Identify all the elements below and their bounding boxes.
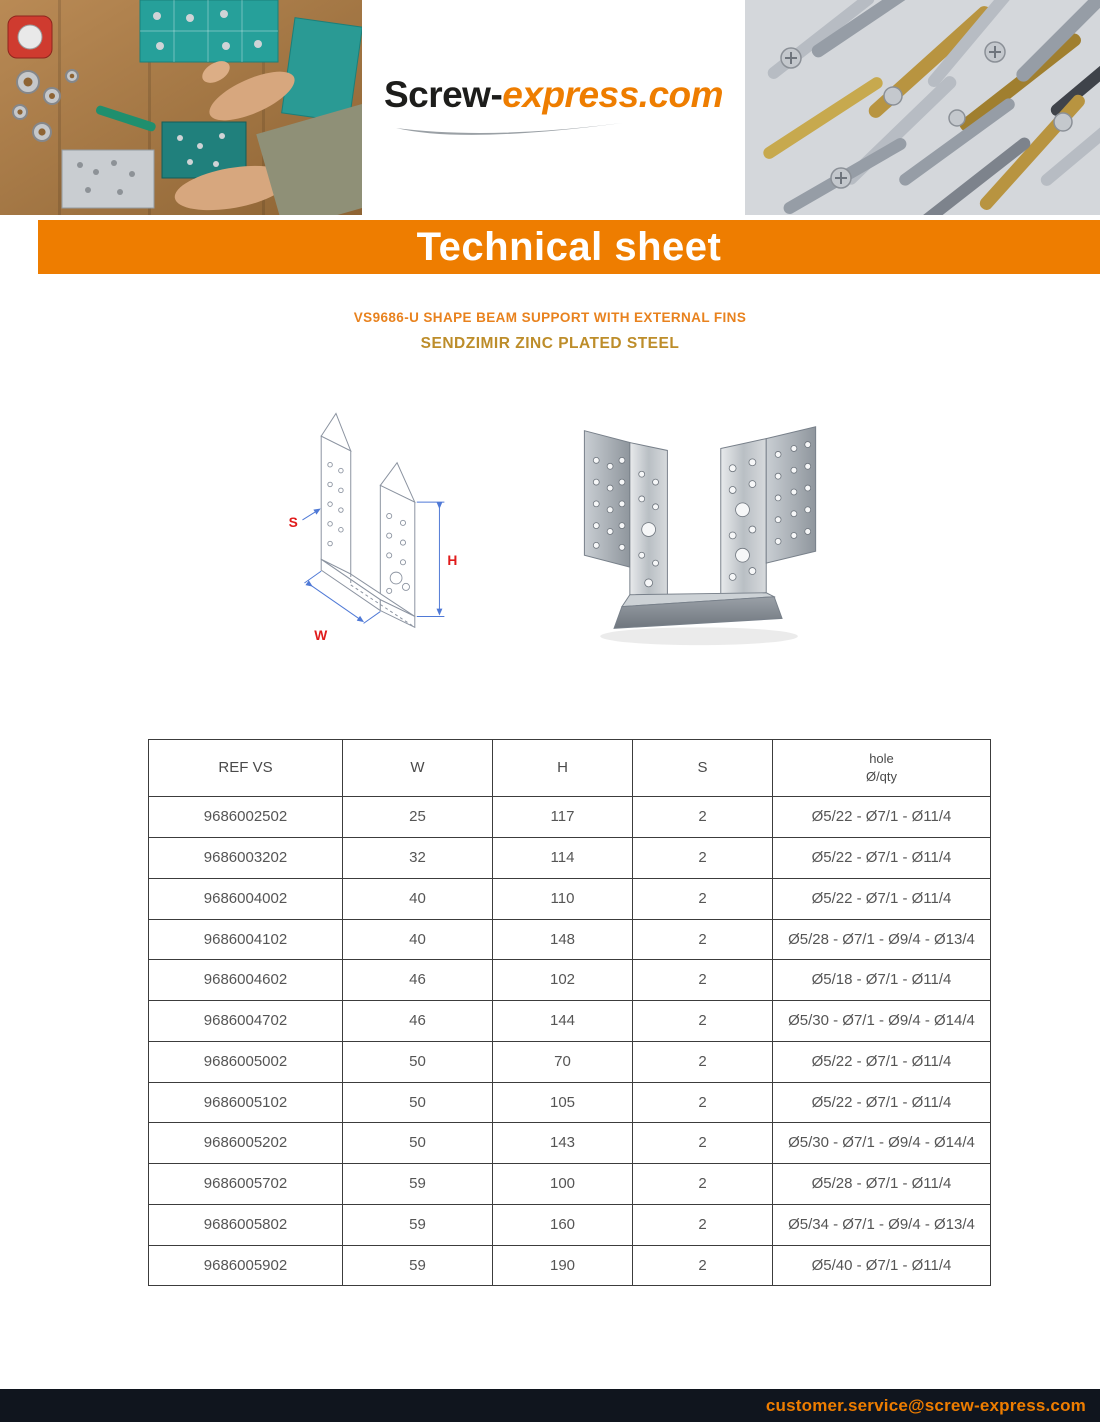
titles bbox=[0, 310, 1100, 353]
table-row bbox=[149, 1245, 991, 1286]
banner bbox=[38, 220, 1100, 274]
ref-cell: 9686005002 bbox=[149, 1041, 343, 1082]
w-cell: 59 bbox=[343, 1204, 493, 1245]
hole-cell: Ø5/28 - Ø7/1 - Ø11/4 bbox=[773, 1164, 991, 1205]
spec-table-section bbox=[148, 739, 991, 1286]
hole-cell: Ø5/40 - Ø7/1 - Ø11/4 bbox=[773, 1245, 991, 1286]
bracket-photo bbox=[569, 405, 834, 657]
h-cell: 110 bbox=[493, 878, 633, 919]
header-s: S bbox=[633, 740, 773, 797]
h-cell: 114 bbox=[493, 838, 633, 879]
w-cell: 50 bbox=[343, 1123, 493, 1164]
h-cell: 70 bbox=[493, 1041, 633, 1082]
logo-text-screw: Screw- bbox=[383, 73, 503, 115]
s-cell: 2 bbox=[633, 838, 773, 879]
table-row bbox=[149, 1082, 991, 1123]
w-cell: 50 bbox=[343, 1082, 493, 1123]
logo bbox=[362, 0, 745, 215]
h-cell: 160 bbox=[493, 1204, 633, 1245]
logo-text bbox=[384, 74, 723, 116]
h-cell: 102 bbox=[493, 960, 633, 1001]
table-row bbox=[149, 838, 991, 879]
w-cell: 40 bbox=[343, 919, 493, 960]
header-ref: REF VS bbox=[149, 740, 343, 797]
header-w: W bbox=[343, 740, 493, 797]
header-hole-line2: Ø/qty bbox=[865, 769, 898, 785]
s-cell: 2 bbox=[633, 878, 773, 919]
header-hole bbox=[773, 740, 991, 797]
spec-table-body bbox=[149, 797, 991, 1286]
screws-photo-image bbox=[745, 0, 1100, 215]
workbench-photo-image bbox=[0, 0, 362, 215]
s-cell: 2 bbox=[633, 960, 773, 1001]
ref-cell: 9686004702 bbox=[149, 1001, 343, 1042]
footer bbox=[0, 1389, 1100, 1422]
hole-cell: Ø5/22 - Ø7/1 - Ø11/4 bbox=[773, 878, 991, 919]
h-cell: 148 bbox=[493, 919, 633, 960]
w-cell: 59 bbox=[343, 1245, 493, 1286]
ref-cell: 9686004002 bbox=[149, 878, 343, 919]
table-row bbox=[149, 797, 991, 838]
h-cell: 143 bbox=[493, 1123, 633, 1164]
spec-table bbox=[148, 739, 991, 1286]
table-row bbox=[149, 1164, 991, 1205]
ref-cell: 9686005902 bbox=[149, 1245, 343, 1286]
s-cell: 2 bbox=[633, 1204, 773, 1245]
table-row bbox=[149, 1123, 991, 1164]
hole-cell: Ø5/22 - Ø7/1 - Ø11/4 bbox=[773, 838, 991, 879]
table-row bbox=[149, 1204, 991, 1245]
hole-cell: Ø5/30 - Ø7/1 - Ø9/4 - Ø14/4 bbox=[773, 1001, 991, 1042]
s-cell: 2 bbox=[633, 1164, 773, 1205]
hole-cell: Ø5/18 - Ø7/1 - Ø11/4 bbox=[773, 960, 991, 1001]
workbench-photo bbox=[0, 0, 362, 215]
ref-cell: 9686004102 bbox=[149, 919, 343, 960]
ref-cell: 9686002502 bbox=[149, 797, 343, 838]
hole-cell: Ø5/22 - Ø7/1 - Ø11/4 bbox=[773, 1082, 991, 1123]
h-cell: 144 bbox=[493, 1001, 633, 1042]
s-cell: 2 bbox=[633, 1123, 773, 1164]
figures bbox=[0, 401, 1100, 697]
header-h: H bbox=[493, 740, 633, 797]
screws-photo bbox=[745, 0, 1100, 215]
table-row bbox=[149, 919, 991, 960]
logo-swoosh bbox=[394, 118, 624, 142]
product-title: VS9686-U SHAPE BEAM SUPPORT WITH EXTERNAL FINS bbox=[353, 310, 747, 325]
hole-cell: Ø5/22 - Ø7/1 - Ø11/4 bbox=[773, 1041, 991, 1082]
table-row bbox=[149, 878, 991, 919]
dim-label-w: W bbox=[313, 628, 327, 644]
logo-text-express: express.com bbox=[502, 73, 724, 115]
ref-cell: 9686004602 bbox=[149, 960, 343, 1001]
s-cell: 2 bbox=[633, 1082, 773, 1123]
header-hole-line1: hole bbox=[869, 751, 894, 766]
ref-cell: 9686005802 bbox=[149, 1204, 343, 1245]
ref-cell: 9686005102 bbox=[149, 1082, 343, 1123]
s-cell: 2 bbox=[633, 1245, 773, 1286]
s-cell: 2 bbox=[633, 797, 773, 838]
banner-title: Technical sheet bbox=[416, 224, 722, 269]
table-row bbox=[149, 1041, 991, 1082]
w-cell: 25 bbox=[343, 797, 493, 838]
h-cell: 117 bbox=[493, 797, 633, 838]
product-subtitle: SENDZIMIR ZINC PLATED STEEL bbox=[420, 335, 680, 352]
w-cell: 46 bbox=[343, 1001, 493, 1042]
hole-cell: Ø5/34 - Ø7/1 - Ø9/4 - Ø13/4 bbox=[773, 1204, 991, 1245]
w-cell: 40 bbox=[343, 878, 493, 919]
s-cell: 2 bbox=[633, 1041, 773, 1082]
hole-cell: Ø5/28 - Ø7/1 - Ø9/4 - Ø13/4 bbox=[773, 919, 991, 960]
h-cell: 190 bbox=[493, 1245, 633, 1286]
w-cell: 59 bbox=[343, 1164, 493, 1205]
dim-label-h: H bbox=[446, 553, 457, 569]
ref-cell: 9686005202 bbox=[149, 1123, 343, 1164]
ref-cell: 9686003202 bbox=[149, 838, 343, 879]
table-row bbox=[149, 1001, 991, 1042]
table-row bbox=[149, 960, 991, 1001]
w-cell: 50 bbox=[343, 1041, 493, 1082]
header bbox=[0, 0, 1100, 215]
w-cell: 32 bbox=[343, 838, 493, 879]
ref-cell: 9686005702 bbox=[149, 1164, 343, 1205]
bracket-line-drawing bbox=[267, 401, 469, 693]
table-header-row bbox=[149, 740, 991, 797]
s-cell: 2 bbox=[633, 919, 773, 960]
hole-cell: Ø5/30 - Ø7/1 - Ø9/4 - Ø14/4 bbox=[773, 1123, 991, 1164]
h-cell: 105 bbox=[493, 1082, 633, 1123]
hole-cell: Ø5/22 - Ø7/1 - Ø11/4 bbox=[773, 797, 991, 838]
s-cell: 2 bbox=[633, 1001, 773, 1042]
dim-label-s: S bbox=[288, 514, 298, 530]
w-cell: 46 bbox=[343, 960, 493, 1001]
footer-email[interactable]: customer.service@screw-express.com bbox=[765, 1395, 1086, 1415]
h-cell: 100 bbox=[493, 1164, 633, 1205]
